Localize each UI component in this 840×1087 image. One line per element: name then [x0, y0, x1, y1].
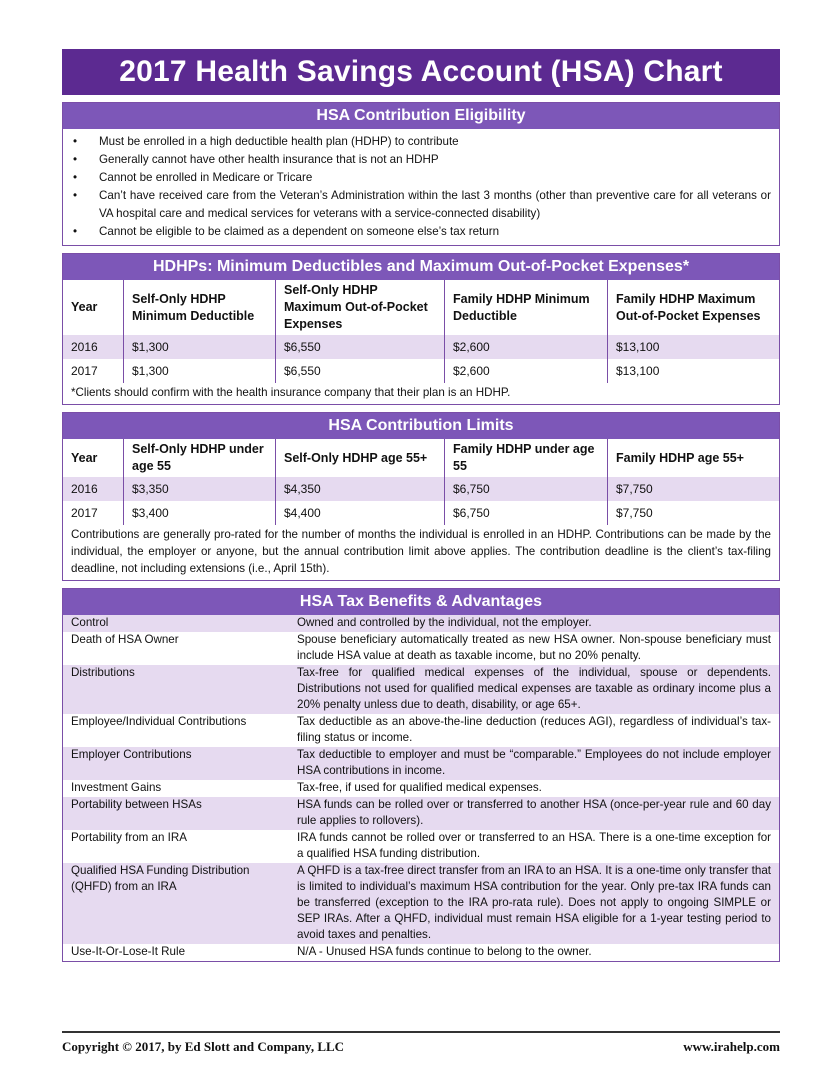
- benefit-label: Use-It-Or-Lose-It Rule: [71, 945, 186, 958]
- benefit-label: Portability from an IRA: [71, 831, 187, 844]
- table-row: [63, 359, 779, 383]
- table-cell: $6,550: [276, 335, 445, 359]
- bullet-icon: •: [73, 135, 78, 148]
- table-row: [63, 615, 779, 632]
- page-title: 2017 Health Savings Account (HSA) Chart: [62, 49, 780, 95]
- hdhp-footnote: *Clients should confirm with the health insurance company that their plan is an HDHP.: [71, 386, 511, 399]
- limits-note: Contributions are generally pro-rated for the number of months the individual is enrolled in an HDHP. Contributions can be made by the individual, the employer or anyone, but the annual contribution limit above applies. The contribution deadline is the client’s tax-filing deadline, not including extensions (i.e., April 15th).: [71, 528, 771, 575]
- table-cell: $7,750: [608, 477, 780, 501]
- table-cell: $13,100: [608, 359, 780, 383]
- benefit-text: Tax deductible as an above-the-line deduction (reduces AGI), regardless of individual’s tax-filing status or income.: [297, 715, 771, 744]
- table-header-row: [63, 439, 779, 477]
- benefit-label: Employer Contributions: [63, 747, 289, 780]
- table-cell: $13,100: [608, 335, 780, 359]
- table-cell: $4,400: [276, 501, 445, 525]
- table-row: [63, 632, 779, 665]
- table-row: [63, 780, 779, 797]
- table-header-row: [63, 280, 779, 335]
- table-cell: 2017: [71, 364, 98, 378]
- table-row: [63, 335, 779, 359]
- bullet-icon: •: [73, 153, 78, 166]
- list-item: • Can’t have received care from the Veteran’s Administration within the last 3 months (other than preventive care for all veterans or VA hospital care and medical services for veterans with a service-connected disability): [73, 189, 771, 220]
- benefit-label: Employee/Individual Contributions: [71, 715, 247, 728]
- column-header: Self-Only HDHP age 55+: [276, 439, 445, 477]
- hsa-chart-page: [62, 49, 780, 962]
- benefits-table: [63, 615, 779, 961]
- column-header: Family HDHP Maximum Out-of-Pocket Expenses: [608, 280, 780, 335]
- table-cell: $6,750: [445, 501, 608, 525]
- column-header: Family HDHP under age 55: [445, 439, 608, 477]
- table-cell: $1,300: [124, 359, 276, 383]
- benefit-label: Investment Gains: [71, 781, 162, 794]
- limits-heading: HSA Contribution Limits: [63, 413, 779, 439]
- website-link[interactable]: www.irahelp.com: [683, 1039, 780, 1054]
- table-row: [63, 501, 779, 525]
- table-row: [63, 477, 779, 501]
- column-header: Self-Only HDHP under age 55: [124, 439, 276, 477]
- copyright-text: Copyright © 2017, by Ed Slott and Company, LLC: [62, 1039, 345, 1054]
- benefit-text: Spouse beneficiary automatically treated as new HSA owner. Non-spouse beneficiary must include HSA value at death as taxable income, but no 20% penalty.: [297, 633, 771, 662]
- table-cell: $7,750: [608, 501, 780, 525]
- benefit-text: HSA funds can be rolled over or transferred to another HSA (once-per-year rule and 60 day rule applies to rollovers).: [289, 797, 779, 830]
- column-header: Self-Only HDHP Minimum Deductible: [124, 280, 276, 335]
- limits-table: [63, 439, 779, 525]
- hdhp-section: [62, 253, 780, 405]
- benefit-label: Qualified HSA Funding Distribution (QHFD) from an IRA: [63, 863, 289, 944]
- benefits-section: [62, 588, 780, 962]
- benefit-text: N/A - Unused HSA funds continue to belong to the owner.: [297, 945, 592, 958]
- table-cell: $3,400: [124, 501, 276, 525]
- benefit-text: IRA funds cannot be rolled over or transferred to an HSA. There is a one-time exception for a qualified HSA funding distribution.: [297, 831, 771, 860]
- table-row: [63, 747, 779, 780]
- benefit-text: Tax deductible to employer and must be “comparable.” Employees do not include employer HSA contributions in income.: [289, 747, 779, 780]
- table-cell: $4,350: [276, 477, 445, 501]
- bullet-icon: •: [73, 171, 78, 184]
- column-header: Family HDHP age 55+: [608, 439, 780, 477]
- table-cell: $2,600: [445, 359, 608, 383]
- eligibility-section: [62, 102, 780, 246]
- list-item: • Cannot be enrolled in Medicare or Tricare: [71, 169, 771, 187]
- table-cell: 2016: [63, 477, 124, 501]
- bullet-icon: •: [73, 225, 78, 238]
- table-cell: $6,550: [276, 359, 445, 383]
- table-cell: $1,300: [124, 335, 276, 359]
- table-cell: $3,350: [124, 477, 276, 501]
- benefit-label: Control: [63, 615, 289, 632]
- page-footer: [62, 1031, 780, 1055]
- table-row: [63, 714, 779, 747]
- hdhp-table: [63, 280, 779, 383]
- table-row: [63, 797, 779, 830]
- benefit-text: A QHFD is a tax-free direct transfer from an IRA to an HSA. It is a one-time only transfer that is limited to individual’s maximum HSA contribution for the year. Only pre-tax IRA funds can be transferred (exception to the IRA pro-rata rule). Does not apply to ongoing SIMPLE or SEP IRAs. After a QHFD, individual must remain HSA eligible for a 1-year testing period to avoid taxes and penalties.: [289, 863, 779, 944]
- column-header: Year: [71, 300, 98, 314]
- table-row: [63, 830, 779, 863]
- list-item: • Cannot be eligible to be claimed as a dependent on someone else’s tax return: [71, 223, 771, 241]
- hdhp-heading: HDHPs: Minimum Deductibles and Maximum Out-of-Pocket Expenses*: [63, 254, 779, 280]
- eligibility-list: [63, 129, 779, 245]
- table-row: [63, 863, 779, 944]
- benefit-label: Death of HSA Owner: [71, 633, 179, 646]
- table-cell: $2,600: [445, 335, 608, 359]
- limits-section: [62, 412, 780, 581]
- benefit-text: Tax-free, if used for qualified medical expenses.: [297, 781, 542, 794]
- list-item: • Must be enrolled in a high deductible health plan (HDHP) to contribute: [71, 133, 771, 151]
- table-row: [63, 944, 779, 961]
- benefits-heading: HSA Tax Benefits & Advantages: [63, 589, 779, 615]
- column-header: Self-Only HDHP Maximum Out-of-Pocket Expenses: [276, 280, 445, 335]
- table-row: [63, 665, 779, 714]
- table-cell: $6,750: [445, 477, 608, 501]
- benefit-label: Distributions: [63, 665, 289, 714]
- eligibility-heading: HSA Contribution Eligibility: [63, 103, 779, 129]
- benefit-text: Owned and controlled by the individual, not the employer.: [289, 615, 779, 632]
- column-header: Year: [71, 450, 98, 465]
- column-header: Family HDHP Minimum Deductible: [445, 280, 608, 335]
- table-cell: 2016: [63, 335, 124, 359]
- list-item: • Generally cannot have other health insurance that is not an HDHP: [71, 151, 771, 169]
- benefit-text: Tax-free for qualified medical expenses of the individual, spouse or dependents. Distributions not used for qualified medical expenses are taxable as ordinary income plus a 20% penalty unless due to death, disability, or age 65+.: [289, 665, 779, 714]
- bullet-icon: •: [73, 189, 78, 202]
- benefit-label: Portability between HSAs: [63, 797, 289, 830]
- table-cell: 2017: [71, 506, 98, 520]
